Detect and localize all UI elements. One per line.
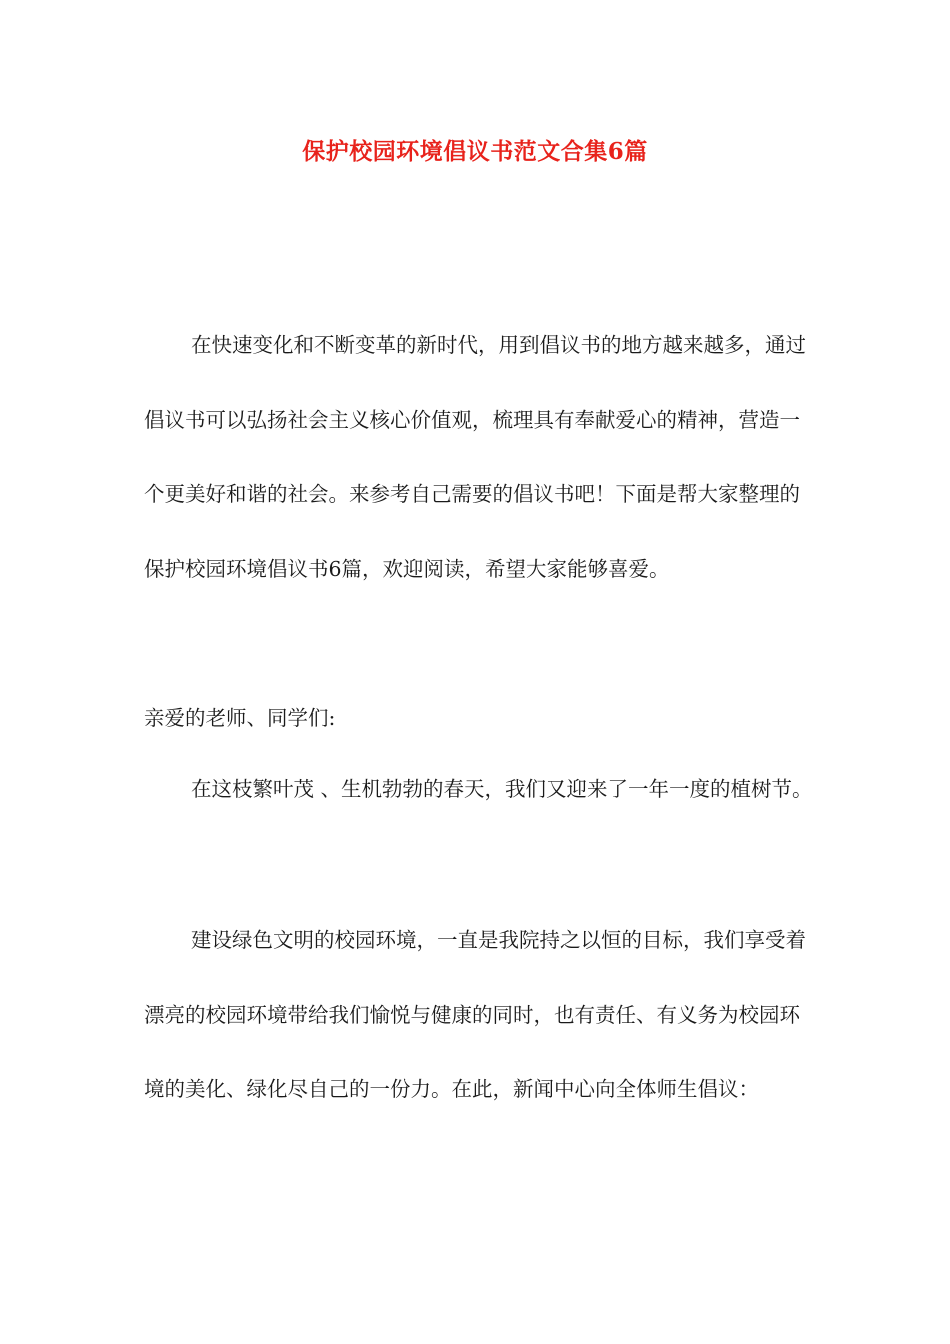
body-paragraph-1: 在这枝繁叶茂 、生机勃勃的春天，我们又迎来了一年一度的植树节。 [191,777,813,801]
document-title: 保护校园环境倡议书范文合集6篇 [302,138,648,165]
body-paragraph-2: 建设绿色文明的校园环境，一直是我院持之以恒的目标，我们享受着漂亮的校园环境带给我们愉悦与健康的同时，也有责任、有义务为校园环境的美化、绿化尽自己的一份力。在此，新闻中心向全体师生倡议： [144,928,806,1102]
intro-paragraph: 在快速变化和不断变革的新时代，用到倡议书的地方越来越多，通过倡议书可以弘扬社会主义核心价值观，梳理具有奉献爱心的精神，营造一个更美好和谐的社会。来参考自己需要的倡议书吧！下面是帮大家整理的保护校园环境倡议书6篇，欢迎阅读，希望大家能够喜爱。 [144,333,806,581]
salutation: 亲爱的老师、同学们: [144,706,336,730]
